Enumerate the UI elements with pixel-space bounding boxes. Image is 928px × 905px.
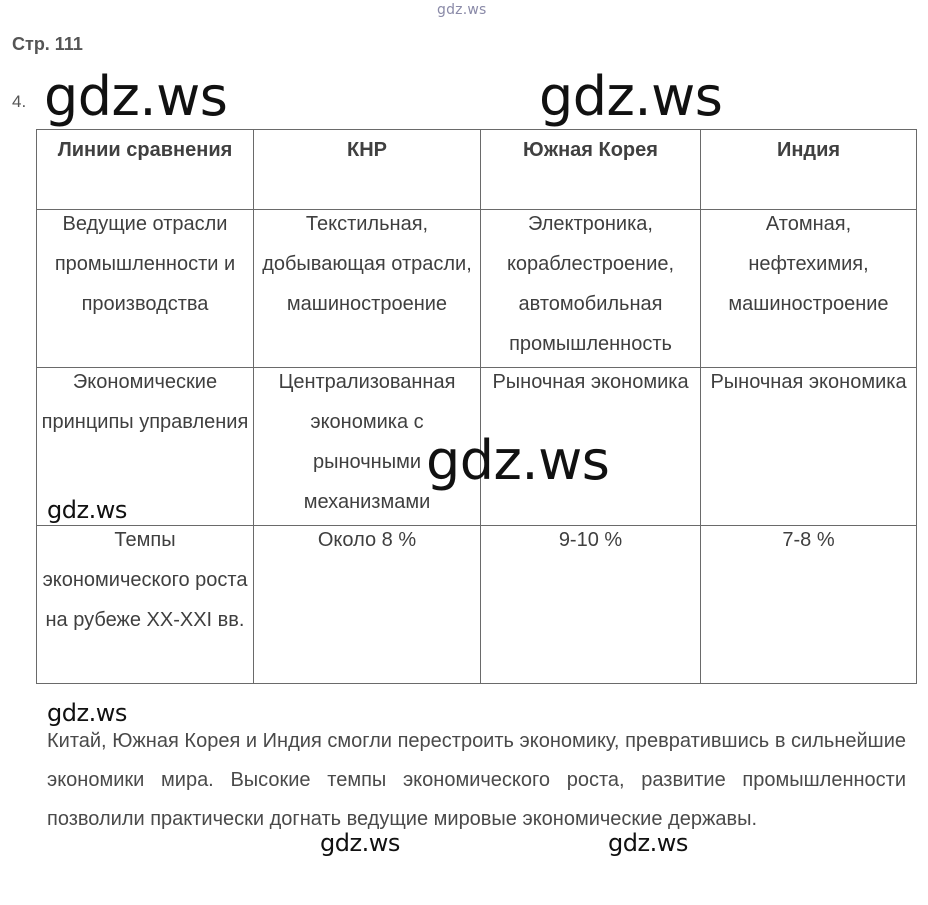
table-cell: Экономические принципы управления bbox=[37, 368, 254, 526]
watermark-small: gdz.ws bbox=[608, 829, 688, 857]
comparison-table bbox=[36, 129, 917, 684]
task-number: 4. bbox=[12, 92, 27, 111]
table-cell: Централизованная экономика с рыночными механизмами bbox=[254, 368, 481, 526]
table-cell: Рыночная экономика bbox=[481, 368, 701, 526]
header-cell-south-korea: Южная Корея bbox=[481, 130, 701, 210]
watermark-large: gdz.ws bbox=[426, 429, 610, 492]
table-cell: Электроника, кораблестроение, автомобильная промышленность bbox=[481, 210, 701, 368]
table-cell: Ведущие отрасли промышленности и производства bbox=[37, 210, 254, 368]
conclusion-paragraph: Китай, Южная Корея и Индия смогли перестроить экономику, превратившись в сильнейшие экономики мира. Высокие темпы экономического роста, развитие промышленности позволили практически догнать ведущие мировые экономические державы. bbox=[47, 730, 906, 830]
table-row bbox=[37, 526, 917, 684]
table-cell: Текстильная, добывающая отрасли, машиностроение bbox=[254, 210, 481, 368]
top-watermark: gdz.ws bbox=[437, 2, 487, 18]
table-header-row bbox=[37, 130, 917, 210]
table-cell: Около 8 % bbox=[254, 526, 481, 684]
table-cell: Атомная, нефтехимия, машиностроение bbox=[701, 210, 917, 368]
watermark-large: gdz.ws bbox=[44, 65, 228, 128]
table-cell: 9-10 % bbox=[481, 526, 701, 684]
header-cell-criteria: Линии сравнения bbox=[37, 130, 254, 210]
watermark-small: gdz.ws bbox=[320, 829, 400, 857]
table-cell: Темпы экономического роста на рубеже XX-XXI вв. bbox=[37, 526, 254, 684]
page-reference: Стр. 111 bbox=[12, 34, 83, 54]
header-cell-china: КНР bbox=[254, 130, 481, 210]
header-cell-india: Индия bbox=[701, 130, 917, 210]
table-cell: 7-8 % bbox=[701, 526, 917, 684]
table-cell: Рыночная экономика bbox=[701, 368, 917, 526]
watermark-small: gdz.ws bbox=[47, 699, 127, 727]
table-row bbox=[37, 210, 917, 368]
watermark-large: gdz.ws bbox=[539, 65, 723, 128]
watermark-small: gdz.ws bbox=[47, 496, 127, 524]
